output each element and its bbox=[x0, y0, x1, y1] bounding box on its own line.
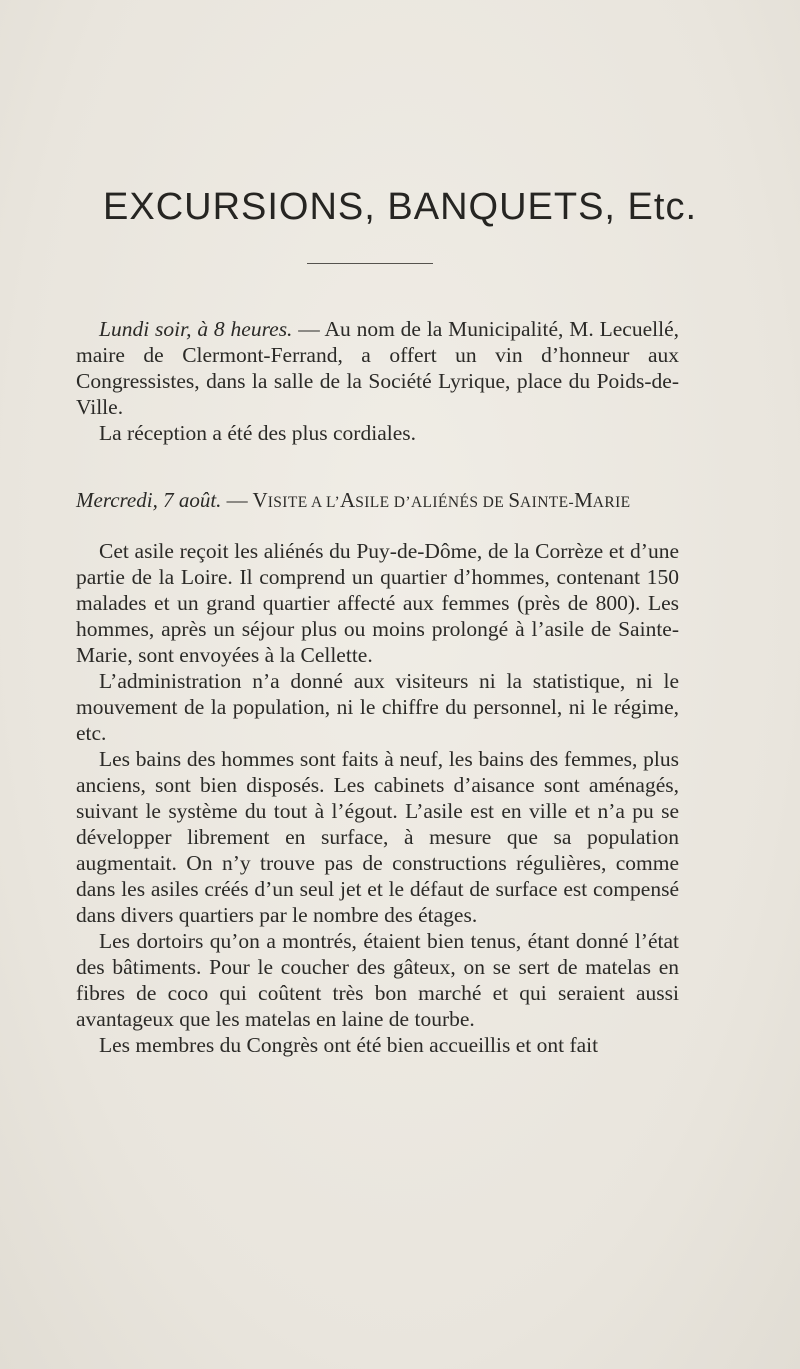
date-label-lundi: Lundi soir, à 8 heures. bbox=[99, 317, 293, 341]
heading-cap: M bbox=[574, 488, 593, 512]
date-label-mercredi: Mercredi, 7 août. bbox=[76, 488, 222, 512]
section-lundi-paragraph bbox=[76, 316, 679, 420]
dash-separator: — bbox=[292, 317, 325, 341]
body-paragraph: L’administration n’a donné aux visiteurs ni la statistique, ni le mouvement de la population, ni le chiffre du personnel, ni le régime, etc. bbox=[76, 669, 679, 745]
body-paragraph: Les bains des hommes sont faits à neuf, les bains des femmes, plus anciens, sont bien disposés. Les cabinets d’aisance sont aménagés, suivant le système du tout à l’égout. L’asile est en ville et n’a pu se développer librement en surface, à mesure que sa population augmentait. On n’y trouve pas de constructions régulières, comme dans les asiles créés d’un seul jet et le défaut de surface est compensé dans divers quartiers par le nombre des étages. bbox=[76, 747, 679, 927]
heading-smallcaps: ARIE bbox=[592, 494, 631, 511]
reception-text: La réception a été des plus cordiales. bbox=[99, 421, 416, 445]
heading-cap: S bbox=[508, 488, 521, 512]
heading-cap: V bbox=[252, 488, 268, 512]
title-divider bbox=[307, 263, 433, 264]
reception-paragraph bbox=[76, 420, 679, 446]
lundi-text: Au nom de la Municipalité, M. Lecuellé, maire de Clermont-Ferrand, a offert un vin d’honneur aux Congressistes, dans la salle de la Société Lyrique, place du Poids-de-Ville. bbox=[76, 317, 679, 419]
section-heading-mercredi bbox=[76, 488, 696, 513]
heading-cap: A bbox=[340, 488, 356, 512]
heading-smallcaps: AINTE- bbox=[520, 494, 575, 511]
heading-smallcaps: SILE D’ALIÉNÉS DE bbox=[355, 494, 509, 511]
body-paragraph: Les dortoirs qu’on a montrés, étaient bien tenus, étant donné l’état des bâtiments. Pour le coucher des gâteux, on se sert de matelas en fibres de coco qui coûtent très bon marché et qui seraient aussi avantageux que les matelas en laine de tourbe. bbox=[76, 929, 679, 1031]
heading-smallcaps: ISITE A L’ bbox=[267, 494, 341, 511]
asile-body bbox=[76, 538, 679, 1058]
dash-separator: — bbox=[221, 488, 253, 512]
page-title: EXCURSIONS, BANQUETS, Etc. bbox=[103, 186, 697, 228]
body-paragraph: Cet asile reçoit les aliénés du Puy-de-Dôme, de la Corrèze et d’une partie de la Loire. Il comprend un quartier d’hommes, contenant 150 malades et un grand quartier affecté aux femmes (près de 800). Les hommes, après un séjour plus ou moins prolongé à l’asile de Sainte-Marie, sont envoyées à la Cellette. bbox=[76, 539, 679, 667]
body-paragraph: Les membres du Congrès ont été bien accueillis et ont fait bbox=[99, 1033, 599, 1057]
